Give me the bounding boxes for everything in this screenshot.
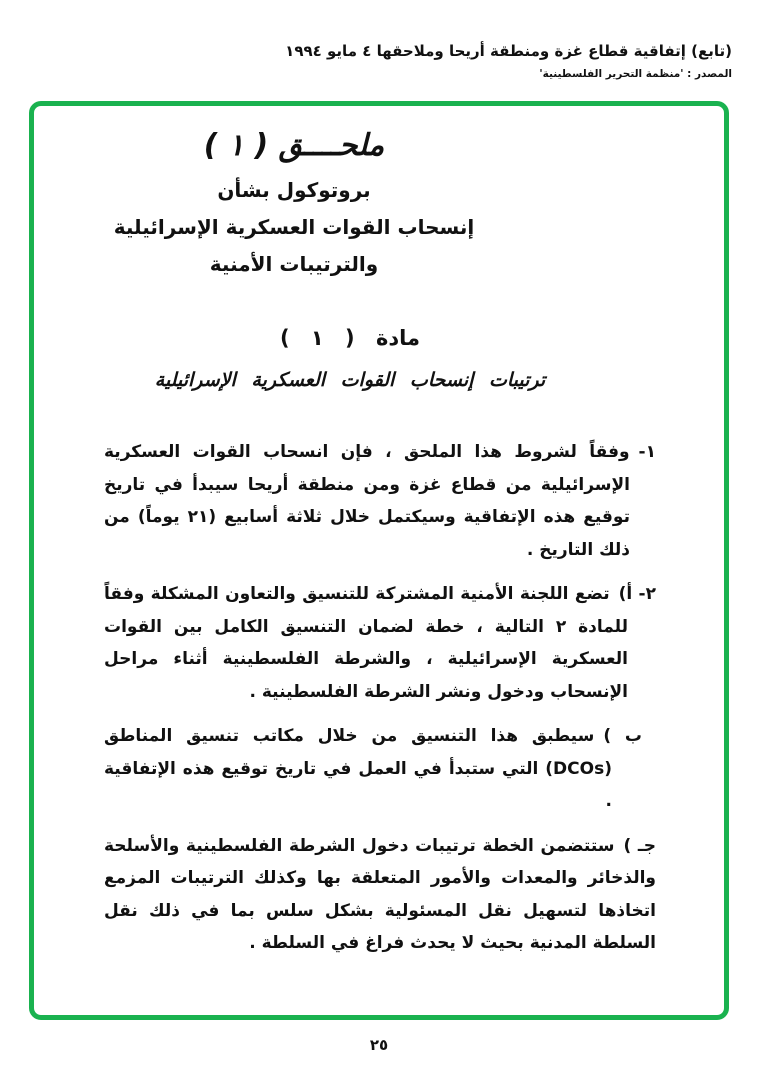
annex-title-block bbox=[34, 128, 724, 283]
paragraph-4-text: ستتضمن الخطة ترتيبات دخول الشرطة الفلسطينية والأسلحة والذخائر والمعدات والأمور المتعلقة بها وكذلك الترتيبات المزمع اتخاذها لتسهيل نقل المسئولية بشكل سلس بما في ذلك نقل السلطة المدنية بحيث لا يحدث فراغ في السلطة . bbox=[104, 835, 656, 953]
green-border-frame bbox=[29, 101, 729, 1020]
paragraph-3 bbox=[104, 720, 642, 818]
paragraph-2-text: تضع اللجنة الأمنية المشتركة للتنسيق والتعاون المشكلة وفقاً للمادة ٢ التالية ، خطة لضمان التنسيق الكامل بين القوات العسكرية الإسرائيلية ، والشرطة الفلسطينية أثناء مراحل الإنسحاب ودخول ونشر الشرطة الفلسطينية . bbox=[104, 584, 628, 702]
annex-title: ملحــــق ( ١ ) bbox=[203, 128, 385, 163]
document-source: المصدر : 'منظمة التحرير الفلسطينية' bbox=[539, 68, 732, 80]
annex-subtitle-line-3: والترتيبات الأمنية bbox=[209, 252, 379, 276]
paragraph-1 bbox=[104, 436, 656, 566]
paragraph-3-text: سيطبق هذا التنسيق من خلال مكاتب تنسيق المناطق (DCOs) التي ستبدأ في العمل في تاريخ توقيع هذه الإتفاقية . bbox=[104, 726, 612, 811]
paragraph-2-marker: ٢- أ) bbox=[618, 584, 656, 604]
paragraph-2 bbox=[104, 578, 656, 708]
article-body bbox=[34, 436, 724, 960]
paragraph-1-text: وفقاً لشروط هذا الملحق ، فإن انسحاب القوات العسكرية الإسرائيلية من قطاع غزة ومن منطقة أريحا سيبدأ في تاريخ توقيع هذه الإتفاقية وسيكتمل خلال ثلاثة أسابيع (٢١ يوماً) من ذلك التاريخ . bbox=[104, 442, 630, 560]
annex-subtitle-line-2: إنسحاب القوات العسكرية الإسرائيلية bbox=[113, 215, 475, 239]
page-number: ٢٥ bbox=[369, 1036, 389, 1054]
paragraph-4 bbox=[104, 830, 656, 960]
paragraph-1-marker: ١- bbox=[638, 442, 656, 462]
article-heading-block bbox=[34, 323, 724, 394]
article-number-heading: مادة ( ١ ) bbox=[279, 326, 421, 350]
annex-subtitle-line-1: بروتوكول بشأن bbox=[217, 178, 371, 202]
paragraph-4-marker: جـ ) bbox=[623, 835, 656, 856]
article-title-heading: ترتيبات إنسحاب القوات العسكرية الإسرائيلية bbox=[154, 369, 546, 391]
page-header bbox=[26, 42, 732, 80]
paragraph-3-marker: ب ) bbox=[603, 726, 642, 746]
document-title: (تابع) إتفاقية قطاع غزة ومنطقة أريحا وملاحقها ٤ مايو ١٩٩٤ bbox=[285, 42, 732, 60]
